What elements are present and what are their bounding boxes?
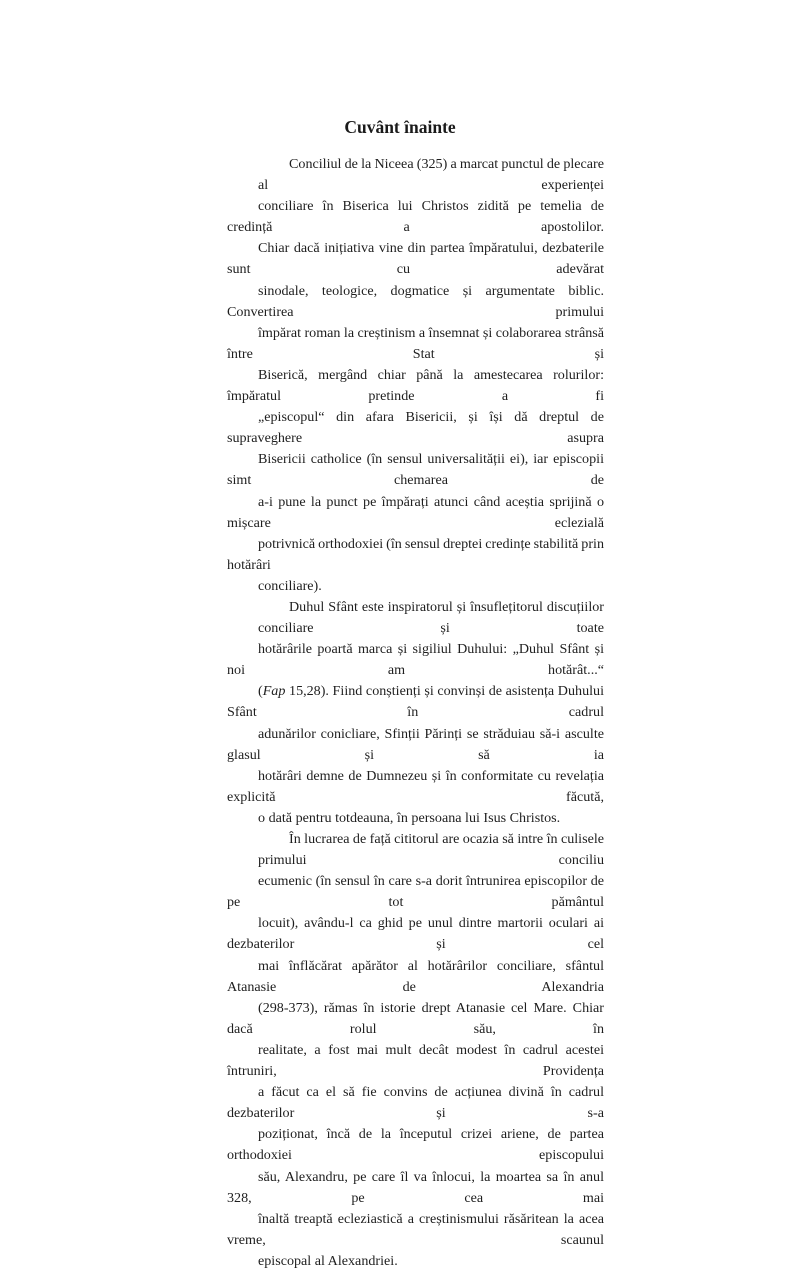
text-line: hotărârile poartă marca și sigiliul Duhului: „Duhul Sfânt și noi am hotărât...“ xyxy=(227,641,604,679)
paragraph-3 xyxy=(227,829,604,1272)
text-line: episcopal al Alexandriei. xyxy=(258,1252,398,1269)
citation-book: Fap xyxy=(262,683,286,700)
text-line: său, Alexandru, pe care îl va înlocui, la moartea sa în anul 328, pe cea mai xyxy=(227,1168,604,1206)
text-line: a-i pune la punct pe împărați atunci când aceștia sprijină o mișcare eclezială xyxy=(227,493,604,531)
text-line: înaltă treaptă ecleziastică a creștinismului răsăritean la acea vreme, scaunul xyxy=(227,1210,604,1248)
page-title: Cuvânt înainte xyxy=(344,117,456,137)
text-line: conciliare în Biserica lui Christos zidită pe temelia de credință a apostolilor. xyxy=(227,198,604,236)
paragraph-2 xyxy=(227,597,604,829)
text-line: Conciliul de la Niceea (325) a marcat punctul de plecare al experienței xyxy=(258,156,604,194)
text-line: Duhul Sfânt este inspiratorul și însuflețitorul discuțiilor conciliare și toate xyxy=(258,598,604,637)
paragraph-1 xyxy=(227,154,604,597)
text-line: Chiar dacă inițiativa vine din partea împăratului, dezbaterile sunt cu adevărat xyxy=(227,240,604,278)
text-line: împărat roman la creștinism a însemnat și colaborarea strânsă între Stat și xyxy=(227,324,604,362)
citation-rest: 15,28). Fiind conștienți și convinși de asistența Duhului Sfânt în cadrul xyxy=(227,683,604,721)
citation-open: ( xyxy=(258,683,263,700)
text-line: o dată pentru totdeauna, în persoana lui Isus Christos. xyxy=(258,809,561,826)
text-line: ecumenic (în sensul în care s-a dorit întrunirea episcopilor de pe tot pământul xyxy=(227,873,604,911)
text-line: Bisericii catholice (în sensul universalității ei), iar episcopii simt chemarea de xyxy=(227,451,604,489)
text-line: realitate, a fost mai mult decât modest în cadrul acestei întruniri, Providența xyxy=(227,1041,604,1080)
text-line: hotărâri demne de Dumnezeu și în conformitate cu revelația explicită făcută, xyxy=(227,767,604,805)
text-line: locuit), avându-l ca ghid pe unul dintre martorii oculari ai dezbaterilor și cel xyxy=(227,915,604,953)
text-line: „episcopul“ din afara Bisericii, și își dă dreptul de supraveghere asupra xyxy=(227,409,604,447)
text-line: mai înflăcărat apărător al hotărârilor conciliare, sfântul Atanasie de Alexandria xyxy=(227,957,604,995)
text-line: sinodale, teologice, dogmatice și argumentate biblic. Convertirea primului xyxy=(227,282,604,320)
text-line: Biserică, mergând chiar până la amestecarea rolurilor: împăratul pretinde a fi xyxy=(227,366,604,405)
text-line: poziționat, încă de la începutul crizei ariene, de partea orthodoxiei episcopului xyxy=(227,1126,604,1164)
text-line-with-citation xyxy=(227,681,604,723)
text-line: potrivnică orthodoxiei (în sensul dreptei credințe stabilită prin hotărâri xyxy=(227,535,605,573)
text-line: adunărilor conicliare, Sfinții Părinți se străduiau să-i asculte glasul și să ia xyxy=(227,725,604,763)
text-line: a făcut ca el să fie convins de acțiunea divină în cadrul dezbaterilor și s-a xyxy=(227,1084,604,1122)
preface-body xyxy=(227,154,604,1272)
text-line: În lucrarea de față cititorul are ocazia să intre în culisele primului conciliu xyxy=(258,831,604,869)
text-line: (298-373), rămas în istorie drept Atanasie cel Mare. Chiar dacă rolul său, în xyxy=(227,999,604,1037)
text-line: conciliare). xyxy=(258,577,322,594)
